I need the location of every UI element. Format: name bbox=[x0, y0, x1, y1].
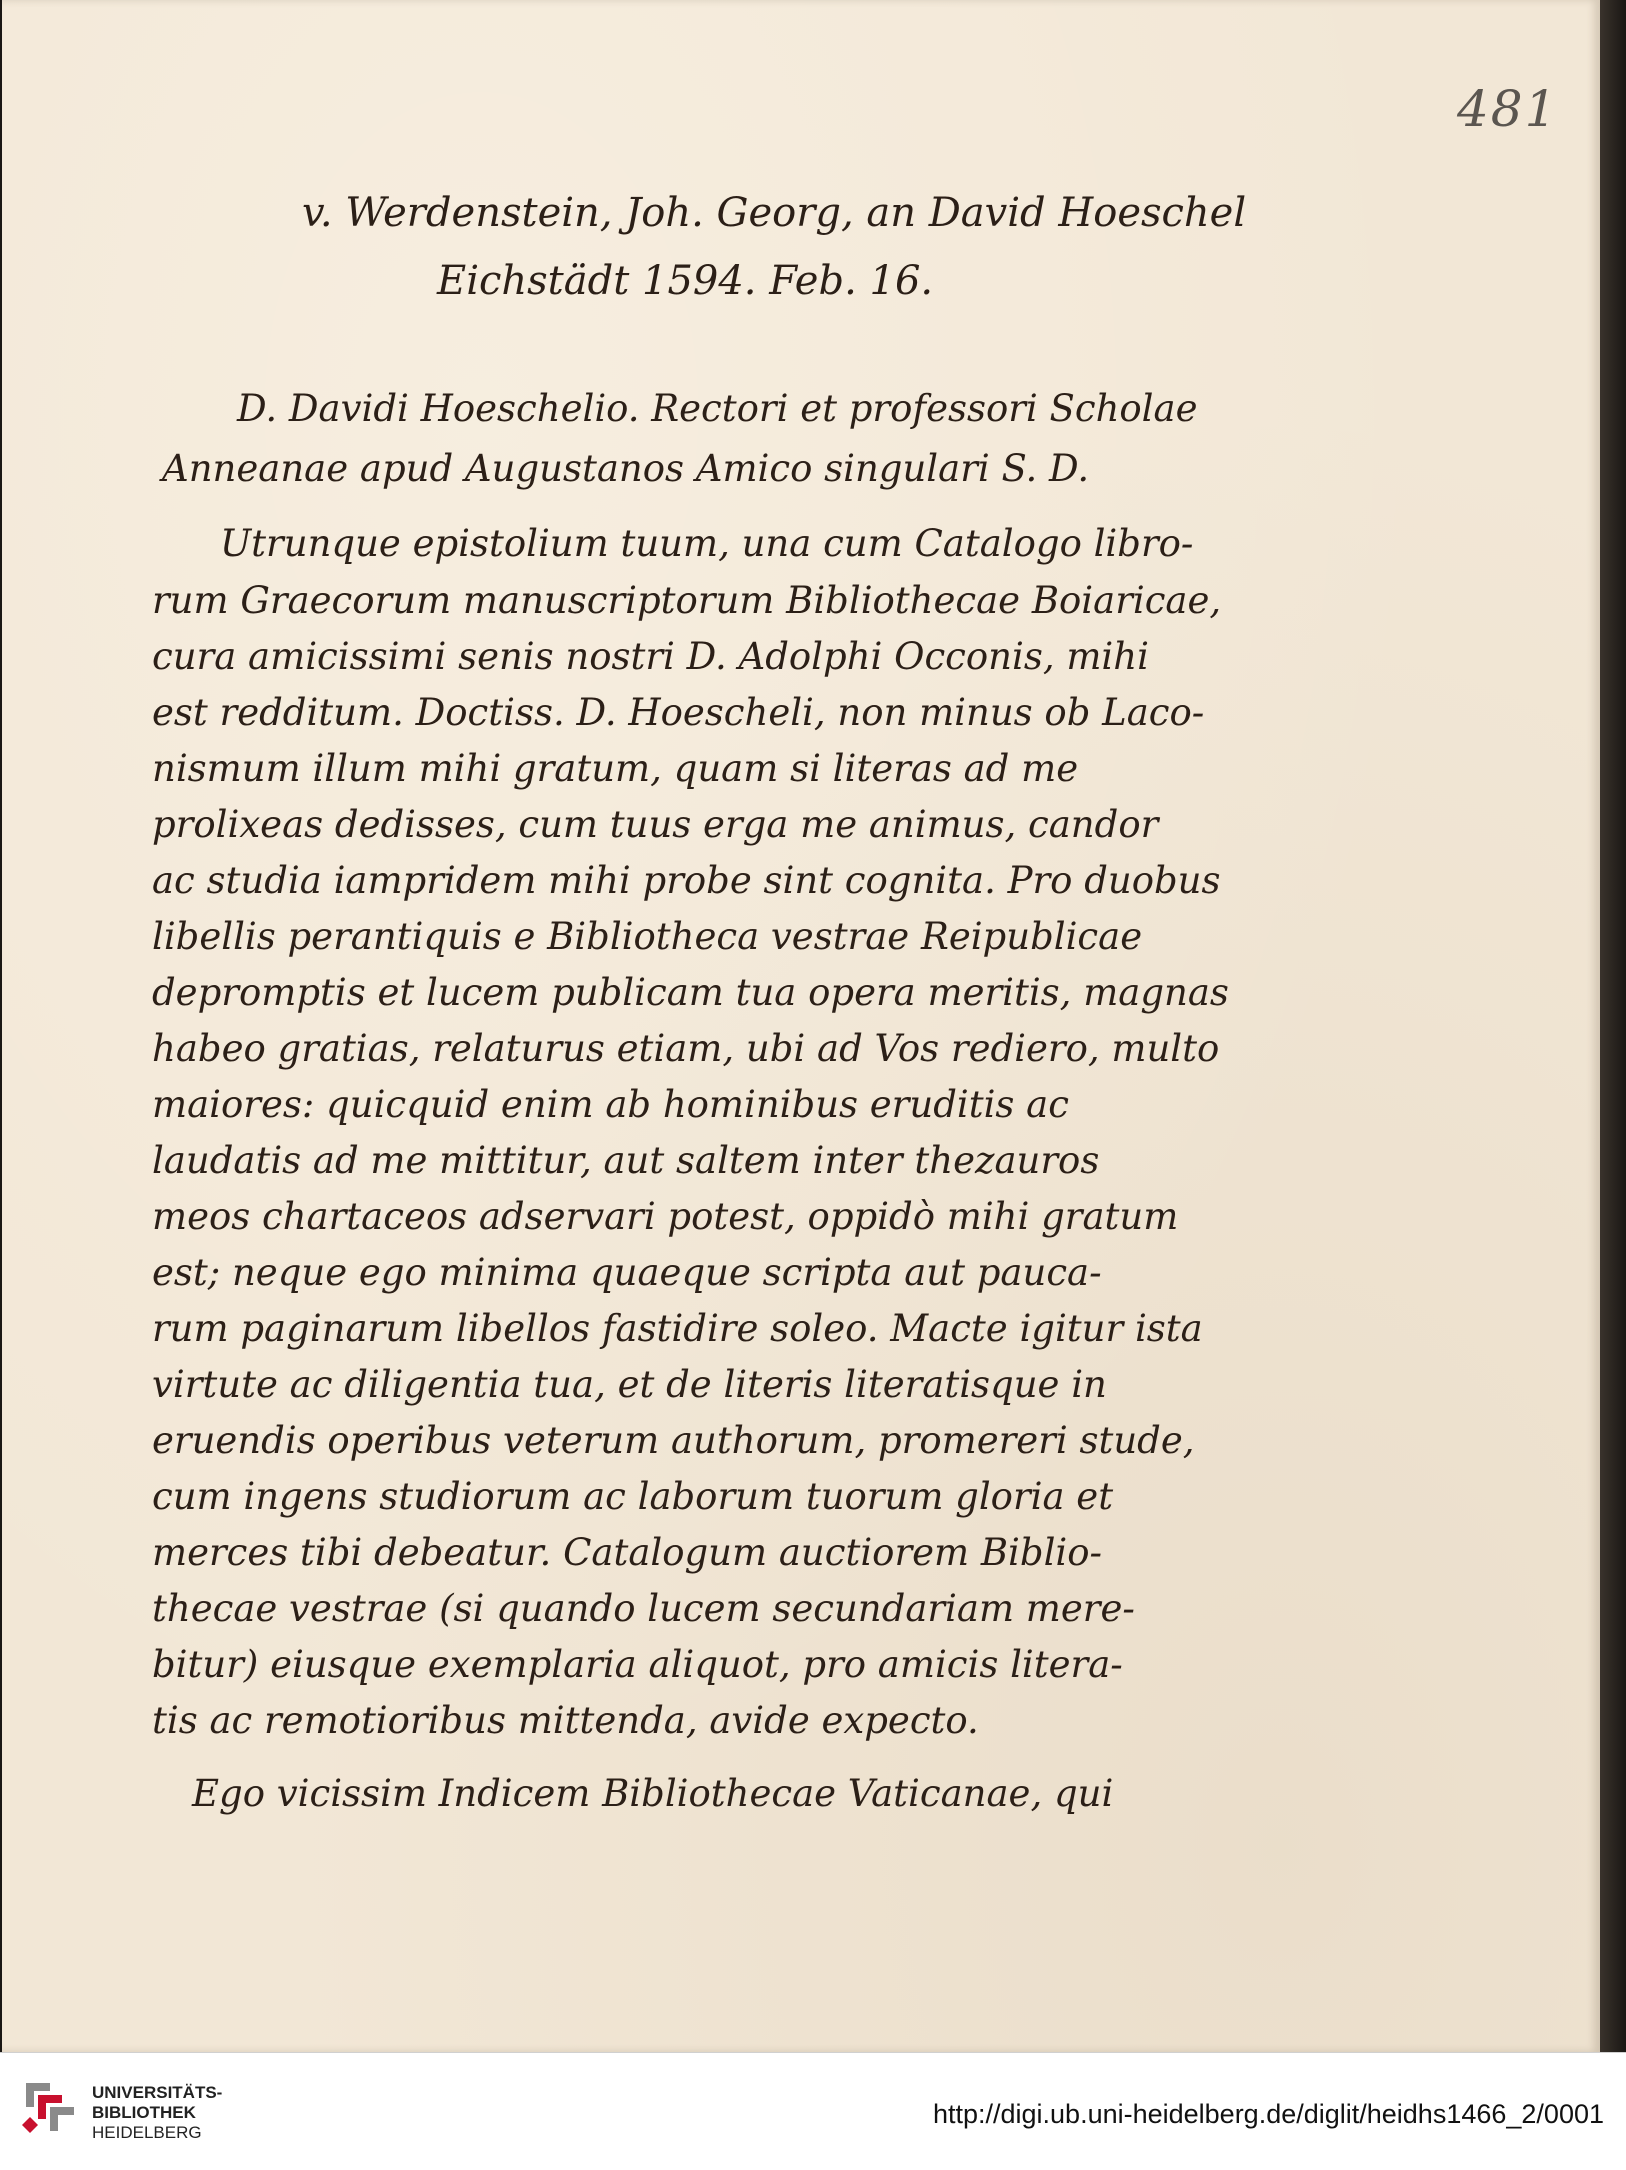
library-name-line-1: UNIVERSITÄTS- bbox=[92, 2083, 223, 2102]
ub-heidelberg-logo-icon[interactable] bbox=[20, 2077, 82, 2143]
page-edge-shadow bbox=[1600, 0, 1626, 2052]
letter-line: est redditum. Doctiss. D. Hoescheli, non minus ob Laco- bbox=[152, 691, 1205, 734]
letter-line: cura amicissimi senis nostri D. Adolphi Occonis, mihi bbox=[152, 635, 1149, 678]
letter-line: bitur) eiusque exemplaria aliquot, pro amicis litera- bbox=[152, 1643, 1123, 1686]
salutation-line-1: D. Davidi Hoeschelio. Rectori et professori Scholae bbox=[237, 387, 1198, 430]
letter-line: meos chartaceos adservari potest, oppidò mihi gratum bbox=[152, 1195, 1179, 1238]
letter-line: tis ac remotioribus mittenda, avide expecto. bbox=[152, 1699, 979, 1742]
letter-line: merces tibi debeatur. Catalogum auctiorem Biblio- bbox=[152, 1531, 1103, 1574]
library-name-line-3: HEIDELBERG bbox=[92, 2123, 202, 2142]
letter-line: rum Graecorum manuscriptorum Bibliothecae Boiaricae, bbox=[152, 579, 1222, 622]
letter-heading-line-2: Eichstädt 1594. Feb. 16. bbox=[437, 258, 934, 304]
letter-heading-line-1: v. Werdenstein, Joh. Georg, an David Hoeschel bbox=[302, 190, 1247, 236]
library-name[interactable] bbox=[92, 2083, 222, 2143]
letter-line: Ego vicissim Indicem Bibliothecae Vaticanae, qui bbox=[192, 1772, 1114, 1815]
letter-line: nismum illum mihi gratum, quam si literas ad me bbox=[152, 747, 1079, 790]
letter-line: depromptis et lucem publicam tua opera meritis, magnas bbox=[152, 971, 1229, 1014]
letter-line: libellis perantiquis e Bibliotheca vestrae Reipublicae bbox=[152, 915, 1143, 958]
letter-line: laudatis ad me mittitur, aut saltem inter thezauros bbox=[152, 1139, 1100, 1182]
letter-line: maiores: quicquid enim ab hominibus eruditis ac bbox=[152, 1083, 1069, 1126]
letter-line: ac studia iampridem mihi probe sint cognita. Pro duobus bbox=[152, 859, 1221, 902]
letter-line: thecae vestrae (si quando lucem secundariam mere- bbox=[152, 1587, 1135, 1630]
letter-line: est; neque ego minima quaeque scripta aut pauca- bbox=[152, 1251, 1102, 1294]
letter-line: Utrunque epistolium tuum, una cum Catalogo libro- bbox=[220, 522, 1194, 565]
letter-line: habeo gratias, relaturus etiam, ubi ad Vos rediero, multo bbox=[152, 1027, 1220, 1070]
manuscript-page bbox=[2, 0, 1600, 2052]
folio-number: 481 bbox=[1457, 80, 1559, 138]
permalink-url[interactable]: http://digi.ub.uni-heidelberg.de/diglit/heidhs1466_2/0001 bbox=[932, 2099, 1604, 2129]
letter-line: eruendis operibus veterum authorum, promereri stude, bbox=[152, 1419, 1195, 1462]
letter-line: virtute ac diligentia tua, et de literis literatisque in bbox=[152, 1363, 1107, 1406]
library-name-line-2: BIBLIOTHEK bbox=[92, 2103, 196, 2122]
salutation-line-2: Anneanae apud Augustanos Amico singulari S. D. bbox=[162, 447, 1090, 490]
letter-line: rum paginarum libellos fastidire soleo. Macte igitur ista bbox=[152, 1307, 1203, 1350]
letter-line: cum ingens studiorum ac laborum tuorum gloria et bbox=[152, 1475, 1114, 1518]
letter-line: prolixeas dedisses, cum tuus erga me animus, candor bbox=[152, 803, 1159, 846]
footer-bar bbox=[0, 2052, 1626, 2170]
